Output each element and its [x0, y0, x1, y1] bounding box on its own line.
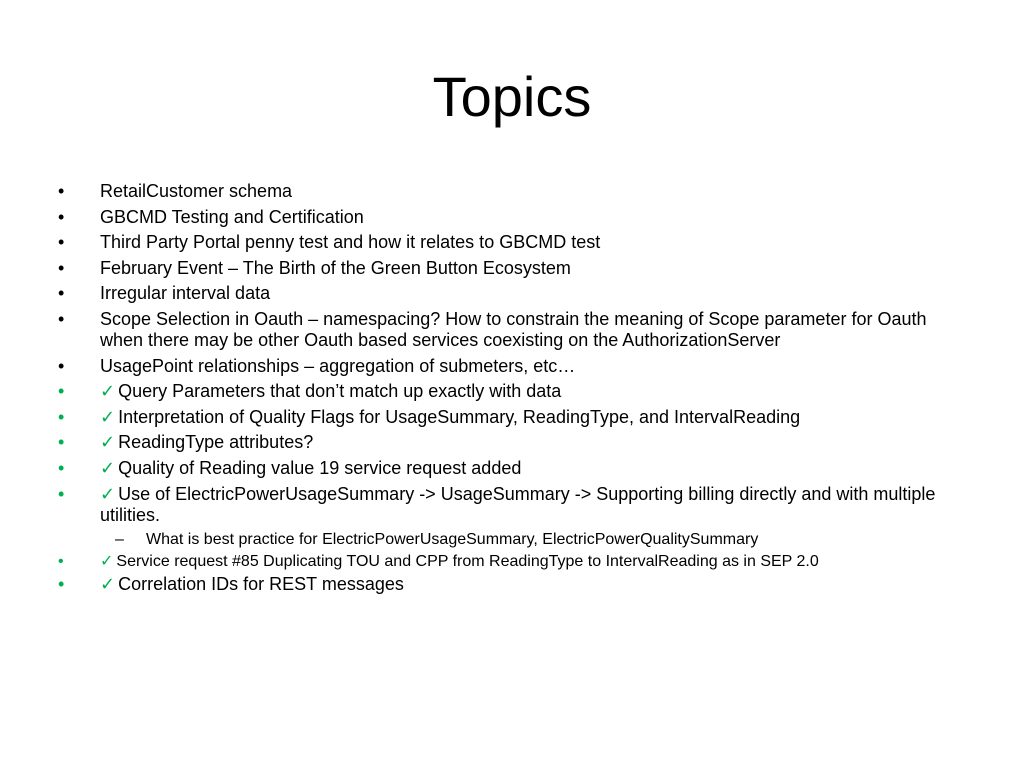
list-item-text: Quality of Reading value 19 service request added: [118, 457, 522, 478]
list-item-text: Service request #85 Duplicating TOU and CPP from ReadingType to IntervalReading as in SEP 2.0: [116, 553, 819, 571]
list-item: [58, 309, 948, 351]
checkmark-icon: ✓: [100, 574, 116, 595]
list-item: [58, 258, 948, 279]
list-item-checked: [58, 552, 948, 572]
list-item-checked: [58, 407, 948, 428]
list-item: [58, 181, 948, 202]
list-item-text: Third Party Portal penny test and how it relates to GBCMD test: [100, 232, 601, 253]
bullet-icon: •: [58, 483, 65, 504]
list-item: [58, 207, 948, 228]
checkmark-icon: ✓: [100, 381, 116, 402]
bullet-icon: •: [58, 355, 65, 376]
bullet-icon: •: [58, 257, 65, 278]
bullet-icon: •: [58, 381, 65, 402]
topic-list: [58, 181, 948, 600]
list-item-text: ReadingType attributes?: [118, 432, 314, 453]
sub-list-item-text: What is best practice for ElectricPowerUsageSummary, ElectricPowerQualitySummary: [146, 531, 759, 549]
list-item-text: Interpretation of Quality Flags for UsageSummary, ReadingType, and IntervalReading: [118, 406, 801, 427]
list-item-checked: [58, 381, 948, 402]
list-item-checked: [58, 484, 948, 526]
checkmark-icon: ✓: [100, 432, 116, 453]
list-item-text: Use of ElectricPowerUsageSummary -> UsageSummary -> Supporting billing directly and with multiple utilities.: [100, 483, 936, 525]
checkmark-icon: ✓: [100, 457, 116, 478]
bullet-icon: •: [58, 232, 65, 253]
checkmark-icon: ✓: [100, 406, 116, 427]
bullet-icon: •: [58, 181, 65, 201]
bullet-icon: •: [58, 553, 64, 571]
list-item-text: RetailCustomer schema: [100, 181, 293, 201]
list-item-text: February Event – The Birth of the Green Button Ecosystem: [100, 257, 571, 278]
list-item: [58, 232, 948, 253]
checkmark-icon: ✓: [100, 553, 114, 571]
bullet-icon: •: [58, 574, 65, 595]
list-item-checked: [58, 458, 948, 479]
list-item: [58, 283, 948, 304]
list-item-text: Correlation IDs for REST messages: [118, 574, 404, 595]
list-item-checked: [58, 574, 948, 595]
bullet-icon: •: [58, 308, 65, 329]
list-item: [58, 356, 948, 377]
list-item-text: Query Parameters that don’t match up exactly with data: [118, 381, 562, 402]
bullet-icon: •: [58, 457, 65, 478]
bullet-icon: •: [58, 406, 65, 427]
bullet-icon: •: [58, 283, 65, 304]
bullet-icon: •: [58, 206, 65, 227]
checkmark-icon: ✓: [100, 483, 116, 504]
list-item-text: Irregular interval data: [100, 283, 271, 304]
list-item-text: Scope Selection in Oauth – namespacing? How to constrain the meaning of Scope parameter for Oauth when there may be other Oauth based services coexisting on the AuthorizationServer: [100, 308, 927, 350]
list-item-text: GBCMD Testing and Certification: [100, 206, 364, 227]
list-item-text: UsagePoint relationships – aggregation of submeters, etc…: [100, 355, 576, 376]
slide-title: Topics: [432, 65, 592, 128]
list-item-checked: [58, 432, 948, 453]
bullet-icon: •: [58, 432, 65, 453]
dash-bullet-icon: –: [115, 531, 124, 549]
sub-list-item: [58, 530, 948, 550]
